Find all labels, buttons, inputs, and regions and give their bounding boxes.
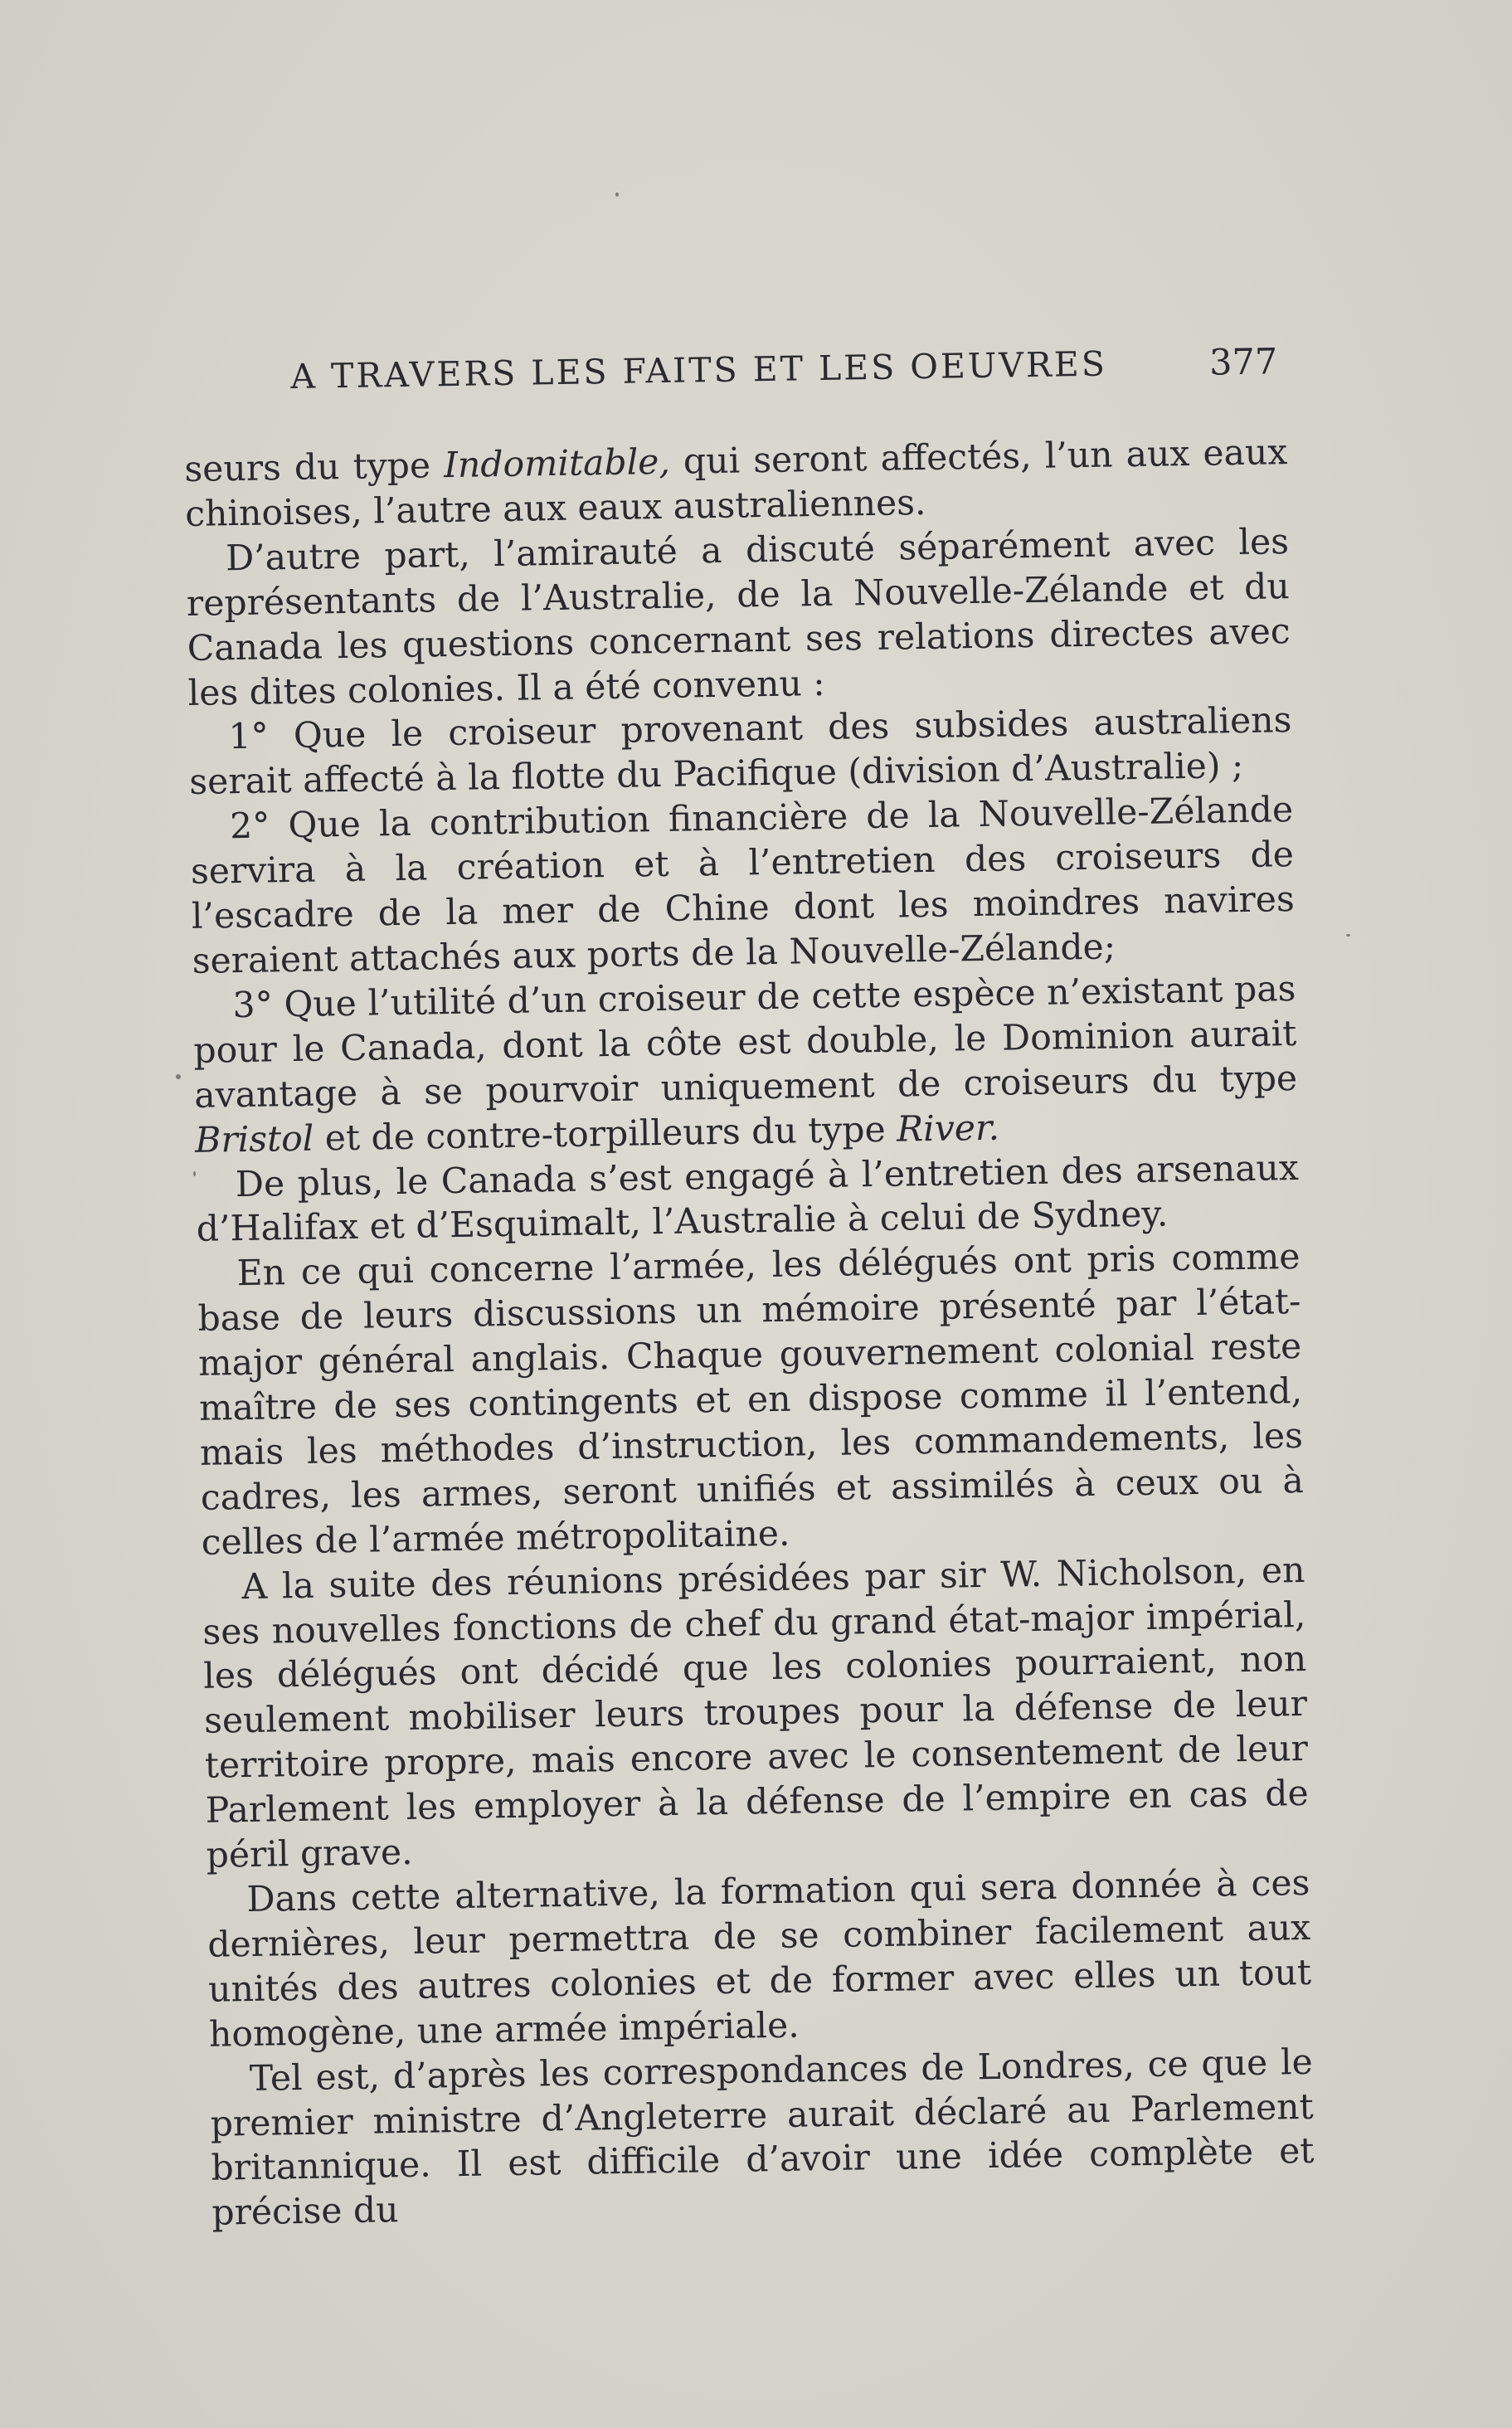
body-text [184,431,1315,2236]
text-run: D’autre part, l’amirauté a discuté séparément avec les représentants de l’Australie, de la Nouvelle-Zélande et du Canada les questions concernant ses relations directes avec les dites colonies. Il a été convenu : [186,521,1291,714]
paragraph [186,520,1291,716]
italic-text: River. [896,1107,1000,1151]
text-run: seurs du type [184,445,445,490]
paragraph [184,431,1289,538]
page-header [290,341,1278,415]
paragraph [190,788,1296,984]
text-run: Tel est, d’après les correspondances de Londres, ce que le premier ministre d’Angleterre aurait déclaré au Parlement britannique. Il est difficile d’avoir une idée complète et précise du [210,2041,1315,2235]
paper-speck [193,1171,196,1176]
text-run: 2° Que la contribution financière de la Nouvelle-Zélande servira à la création et à l’entretien des croiseurs de l’escadre de la mer de Chine dont les moindres navires seraient attachés aux ports de la Nouvelle-Zélande; [190,790,1296,982]
paper-speck [176,1074,181,1079]
page-number: 377 [1208,341,1278,384]
text-run: En ce qui concerne l’armée, les délégués ont pris comme base de leurs discussions un mémoire présenté par l’état-major général anglais. Chaque gouvernement colonial reste maître de ses contingents et en dispose comme il l’entend, mais les méthodes d’instruction, les commandements, les cadres, les armes, seront unifiés et assimilés à ceux ou à celles de l’armée métropolitaine. [197,1237,1305,1564]
running-title: A TRAVERS LES FAITS ET LES OEUVRES [290,343,1108,397]
paper-speck [615,192,619,197]
italic-text: Bristol [194,1118,314,1161]
paragraph [192,967,1298,1163]
text-run: et de contre-torpilleurs du type [313,1109,897,1160]
text-run: 1° Que le croiseur provenant des subsides australiens serait affecté à la flotte du Pacifique (division d’Australie) ; [188,700,1292,804]
paragraph [197,1235,1305,1565]
text-run: De plus, le Canada s’est engagé à l’entretien des arsenaux d’Halifax et d’Esquimalt, l’Australie à celui de Sydney. [196,1147,1300,1251]
text-run: 3° Que l’utilité d’un croiseur de cette espèce n’existant pas pour le Canada, dont la côte est double, le Dominion aurait avantage à se pourvoir uniquement de croiseurs du type [193,968,1298,1117]
text-run: qui seront affectés, l’un aux eaux chinoises, l’autre aux eaux australiennes. [184,432,1288,535]
text-run: Dans cette alternative, la formation qui sera donnée à ces dernières, leur permettra de se combiner facilement aux unités des autres colonies et de former avec elles un tout homogène, une armée impériale. [207,1862,1312,2056]
text-run: A la suite des réunions présidées par sir W. Nicholson, en ses nouvelles fonctions de chef du grand état-major impérial, les délégués ont décidé que les colonies pourraient, non seulement mobiliser leurs troupes pour la défense de leur territoire propre, mais encore avec le consentement de leur Parlement les employer à la défense de l’empire en cas de péril grave. [202,1550,1310,1876]
paragraph [209,2040,1315,2236]
paragraph [207,1861,1312,2057]
paragraph [188,699,1293,806]
italic-text: Indomitable, [443,441,671,487]
paragraph [202,1549,1310,1879]
paragraph [196,1146,1301,1253]
paper-speck [1346,934,1350,937]
